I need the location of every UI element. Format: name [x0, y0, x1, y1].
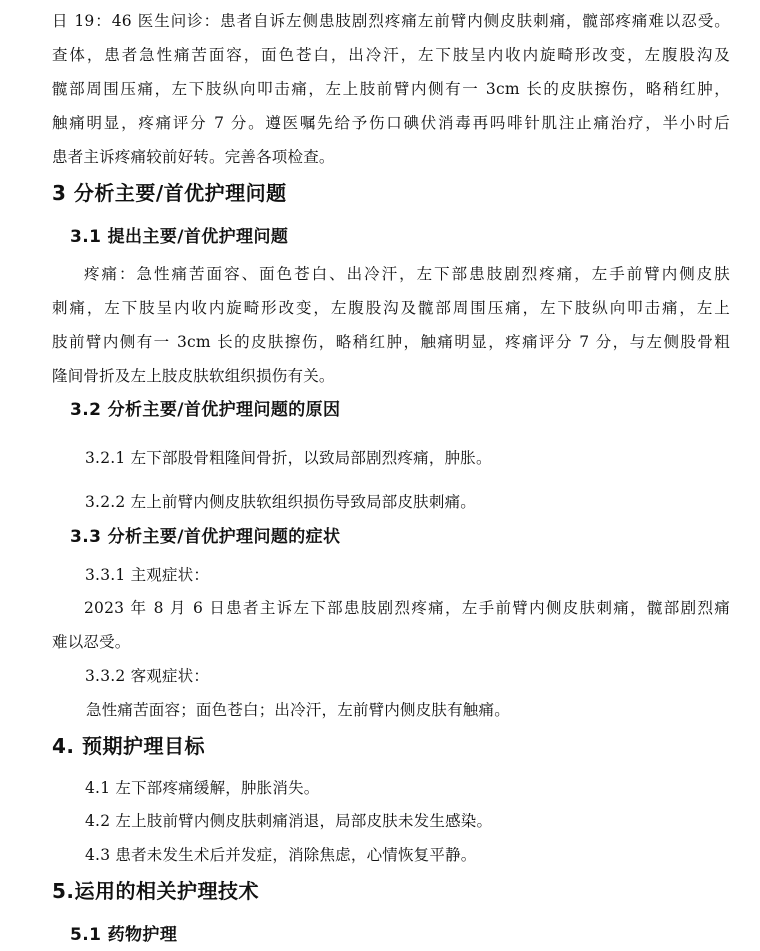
s32-item-2: 3.2.2 左上前臂内侧皮肤软组织损伤导致局部皮肤刺痛。 — [85, 493, 476, 511]
s4-item-1: 4.1 左下部疼痛缓解，肿胀消失。 — [85, 779, 320, 797]
intro-line-5: 患者主诉疼痛较前好转。完善各项检查。 — [52, 148, 335, 166]
s331-title: 3.3.1 主观症状： — [85, 566, 210, 584]
s32-item-1: 3.2.1 左下部股骨粗隆间骨折，以致局部剧烈疼痛，肿胀。 — [85, 449, 492, 467]
s331-line-1: 2023 年 8 月 6 日患者主诉左下部患肢剧烈疼痛，左手前臂内侧皮肤刺痛，髋部剧烈痛 — [84, 599, 730, 617]
s31-line-3: 肢前臂内侧有一 3cm 长的皮肤擦伤，略稍红肿，触痛明显，疼痛评分 7 分，与左侧股骨粗 — [52, 333, 730, 351]
section-5-heading: 5.运用的相关护理技术 — [52, 879, 260, 903]
s331-line-2: 难以忍受。 — [52, 633, 131, 651]
intro-line-3: 髋部周围压痛，左下肢纵向叩击痛，左上肢前臂内侧有一 3cm 长的皮肤擦伤，略稍红肿， — [52, 80, 730, 98]
s31-line-4: 隆间骨折及左上肢皮肤软组织损伤有关。 — [52, 367, 335, 385]
s31-line-2: 刺痛，左下肢呈内收内旋畸形改变，左腹股沟及髋部周围压痛，左下肢纵向叩击痛，左上 — [52, 299, 730, 317]
s332-line-1: 急性痛苦面容；面色苍白；出冷汗，左前臂内侧皮肤有触痛。 — [86, 701, 510, 719]
s31-line-1: 疼痛：急性痛苦面容、面色苍白、出冷汗，左下部患肢剧烈疼痛，左手前臂内侧皮肤 — [84, 265, 730, 283]
section-5-1-heading: 5.1 药物护理 — [70, 925, 178, 945]
section-3-heading: 3 分析主要/首优护理问题 — [52, 181, 287, 205]
s4-item-3: 4.3 患者未发生术后并发症，消除焦虑，心情恢复平静。 — [85, 846, 477, 864]
section-4-heading: 4. 预期护理目标 — [52, 734, 205, 758]
section-3-2-heading: 3.2 分析主要/首优护理问题的原因 — [70, 400, 341, 420]
section-3-1-heading: 3.1 提出主要/首优护理问题 — [70, 227, 289, 247]
intro-line-4: 触痛明显，疼痛评分 7 分。遵医嘱先给予伤口碘伏消毒再吗啡针肌注止痛治疗，半小时后 — [52, 114, 730, 132]
intro-line-2: 查体，患者急性痛苦面容，面色苍白，出冷汗，左下肢呈内收内旋畸形改变，左腹股沟及 — [52, 46, 730, 64]
s332-title: 3.3.2 客观症状： — [85, 667, 210, 685]
s4-item-2: 4.2 左上肢前臂内侧皮肤刺痛消退，局部皮肤未发生感染。 — [85, 812, 493, 830]
intro-line-1: 日 19：46 医生问诊：患者自诉左侧患肢剧烈疼痛左前臂内侧皮肤刺痛，髋部疼痛难以忍受。 — [52, 12, 730, 30]
section-3-3-heading: 3.3 分析主要/首优护理问题的症状 — [70, 527, 341, 547]
